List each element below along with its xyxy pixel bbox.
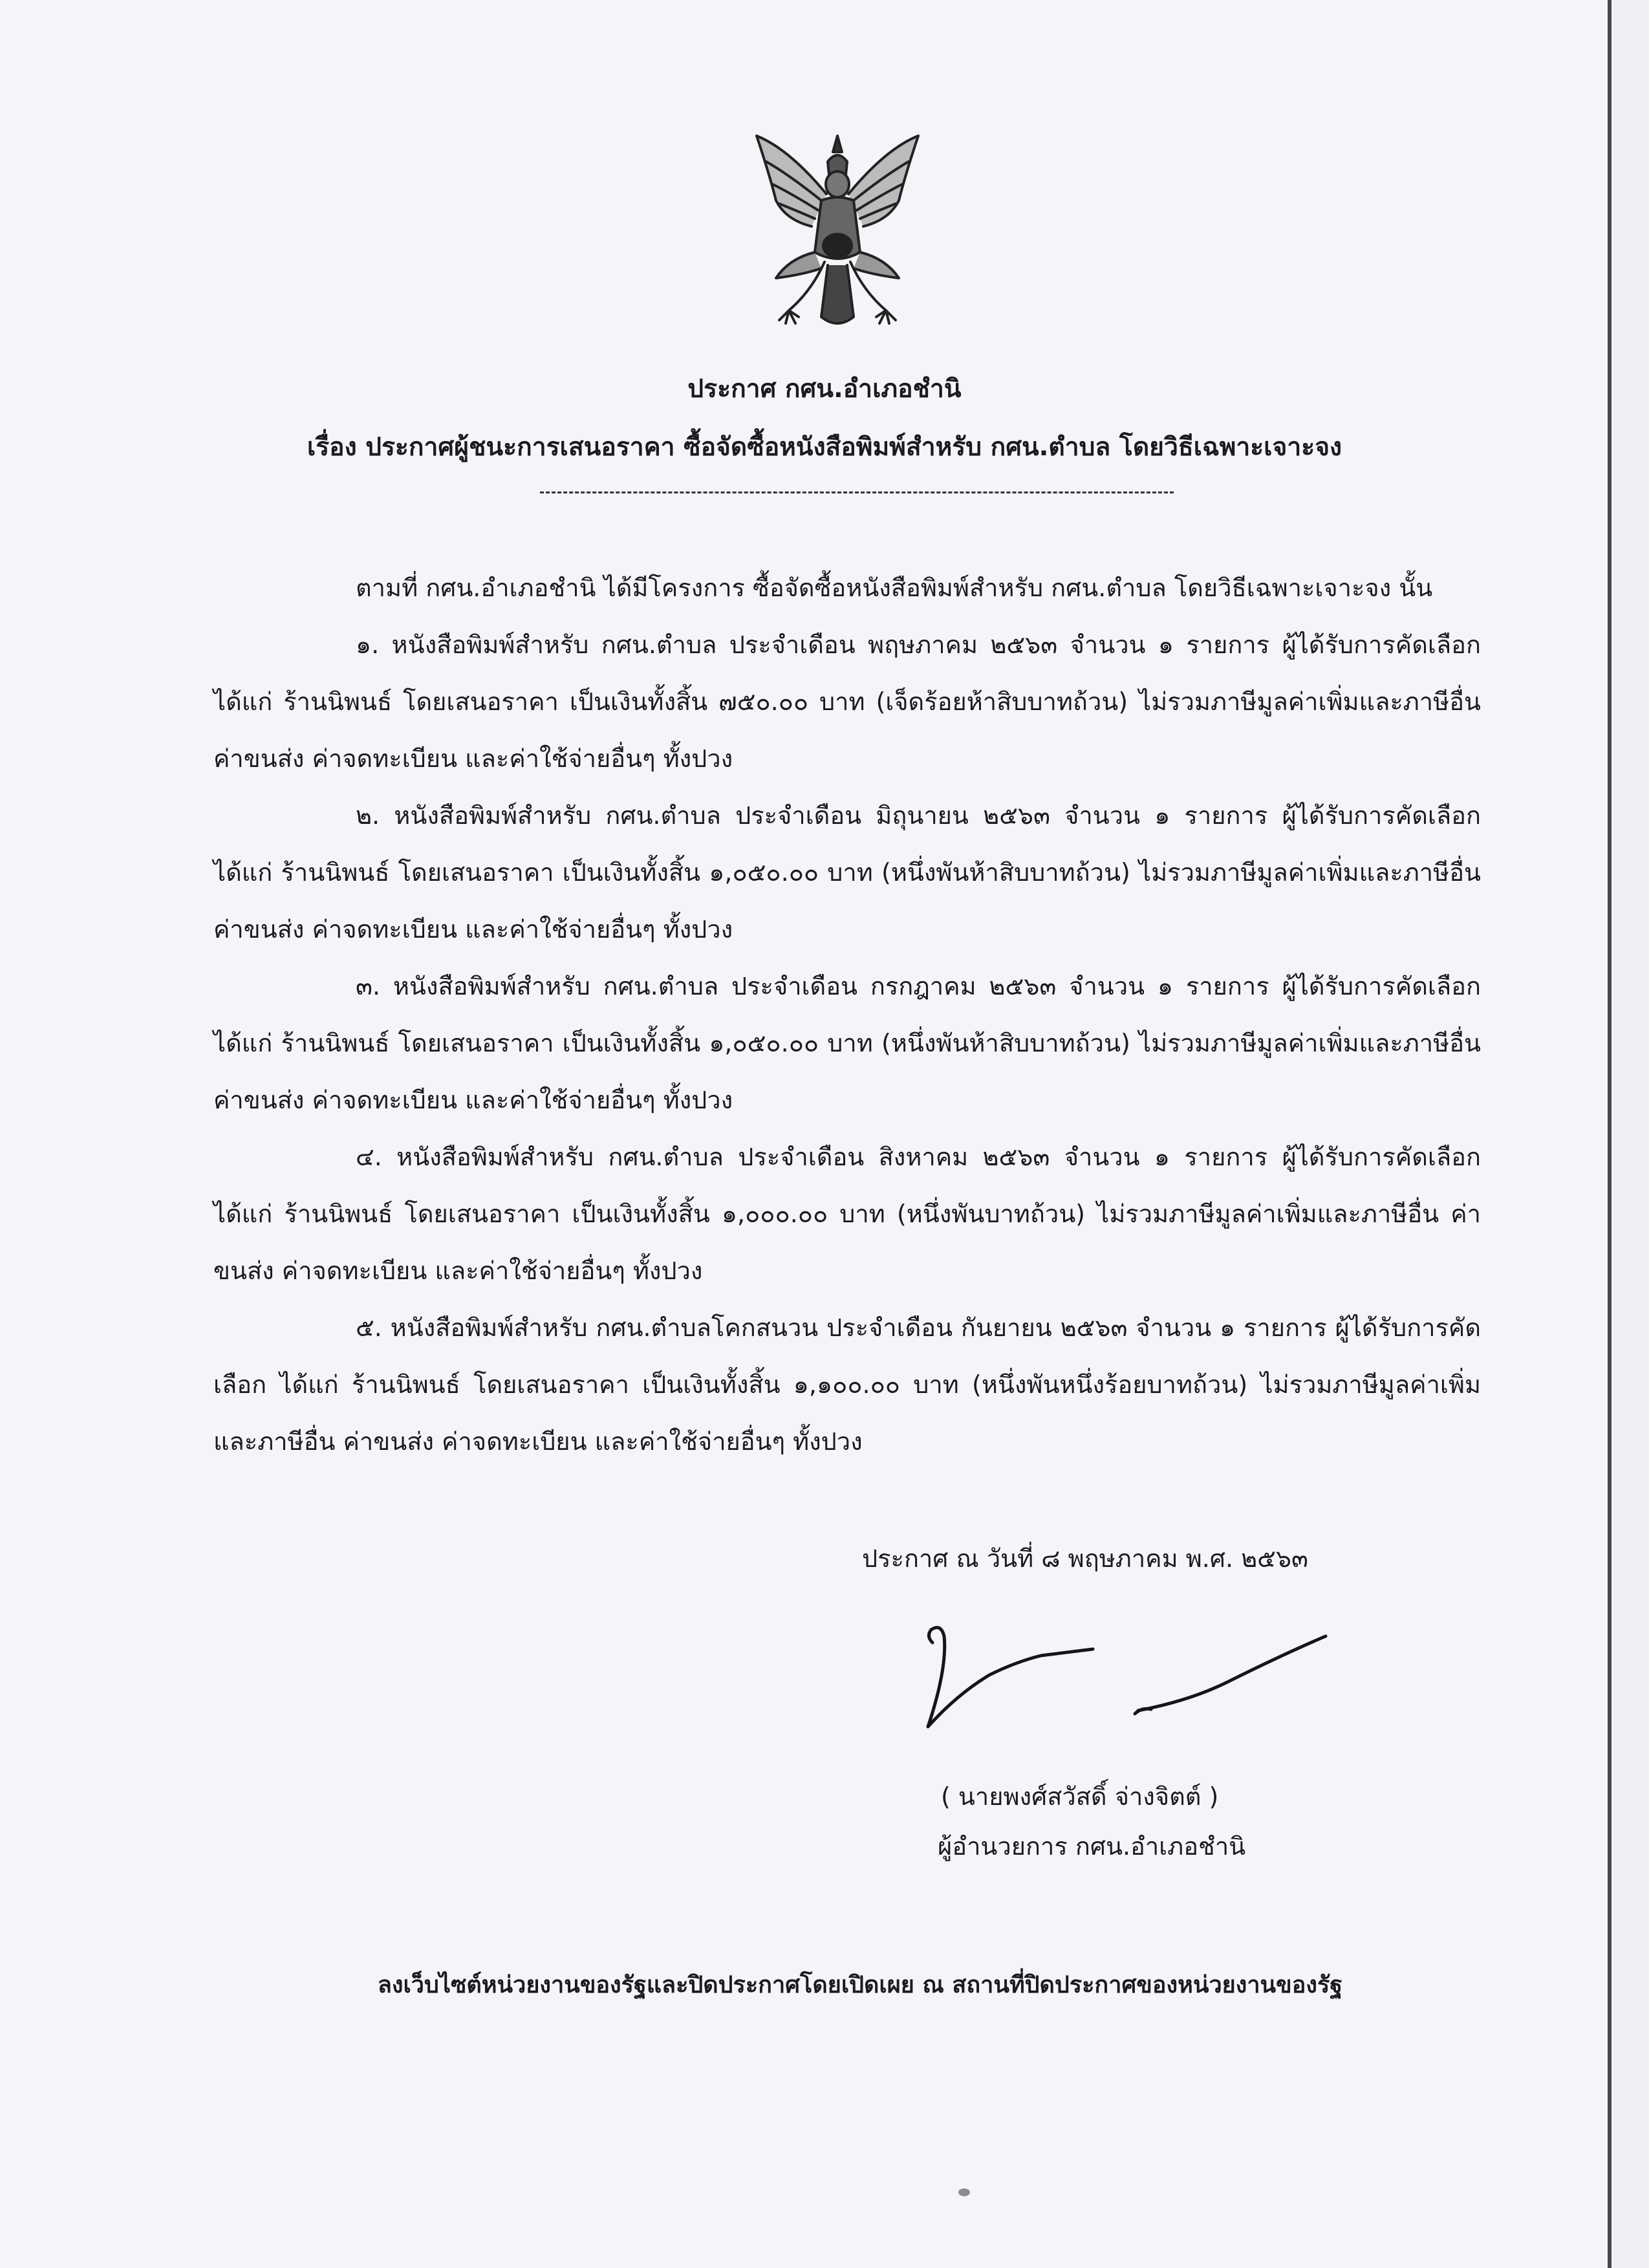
award-item: ๒. หนังสือพิมพ์สำหรับ กศน.ตำบล ประจำเดือน มิถุนายน ๒๕๖๓ จำนวน ๑ รายการ ผู้ได้รับการคัดเลือก ได้แก่ ร้านนิพนธ์ โดยเสนอราคา เป็นเงินทั้งสิ้น ๑,๐๕๐.๐๐ บาท (หนึ่งพันห้าสิบบาทถ้วน) ไม่รวมภาษีมูลค่าเพิ่มและภาษีอื่น ค่าขนส่ง ค่าจดทะเบียน และค่าใช้จ่ายอื่นๆ ทั้งปวง (213, 801, 1481, 944)
award-item: ๕. หนังสือพิมพ์สำหรับ กศน.ตำบลโคกสนวน ประจำเดือน กันยายน ๒๕๖๓ จำนวน ๑ รายการ ผู้ได้รับการคัดเลือก ได้แก่ ร้านนิพนธ์ โดยเสนอราคา เป็นเงินทั้งสิ้น ๑,๑๐๐.๐๐ บาท (หนึ่งพันหนึ่งร้อยบาทถ้วน) ไม่รวมภาษีมูลค่าเพิ่มและภาษีอื่น ค่าขนส่ง ค่าจดทะเบียน และค่าใช้จ่ายอื่นๆ ทั้งปวง (213, 1313, 1481, 1456)
signer-position: ผู้อำนวยการ กศน.อำเภอชำนิ (938, 1832, 1246, 1861)
intro-paragraph: ตามที่ กศน.อำเภอชำนิ ได้มีโครงการ ซื้อจัดซื้อหนังสือพิมพ์สำหรับ กศน.ตำบล โดยวิธีเฉพาะเจาะจง นั้น (356, 574, 1433, 602)
award-item: ๑. หนังสือพิมพ์สำหรับ กศน.ตำบล ประจำเดือน พฤษภาคม ๒๕๖๓ จำนวน ๑ รายการ ผู้ได้รับการคัดเลือก ได้แก่ ร้านนิพนธ์ โดยเสนอราคา เป็นเงินทั้งสิ้น ๗๕๐.๐๐ บาท (เจ็ดร้อยห้าสิบบาทถ้วน) ไม่รวมภาษีมูลค่าเพิ่มและภาษีอื่น ค่าขนส่ง ค่าจดทะเบียน และค่าใช้จ่ายอื่นๆ ทั้งปวง (213, 631, 1481, 773)
page-edge-shadow (1608, 0, 1611, 2268)
paper-speck (956, 2186, 973, 2199)
page-margin (1611, 0, 1649, 2268)
posting-note: ลงเว็บไซต์หน่วยงานของรัฐและปิดประกาศโดยเปิดเผย ณ สถานที่ปิดประกาศของหน่วยงานของรัฐ (377, 1972, 1343, 1998)
handwritten-signature-icon (918, 1617, 1332, 1753)
award-item: ๓. หนังสือพิมพ์สำหรับ กศน.ตำบล ประจำเดือน กรกฎาคม ๒๕๖๓ จำนวน ๑ รายการ ผู้ได้รับการคัดเลือก ได้แก่ ร้านนิพนธ์ โดยเสนอราคา เป็นเงินทั้งสิ้น ๑,๐๕๐.๐๐ บาท (หนึ่งพันห้าสิบบาทถ้วน) ไม่รวมภาษีมูลค่าเพิ่มและภาษีอื่น ค่าขนส่ง ค่าจดทะเบียน และค่าใช้จ่ายอื่นๆ ทั้งปวง (213, 972, 1481, 1114)
announcement-body (213, 559, 1481, 1470)
dashed-divider (540, 491, 1174, 493)
award-item: ๔. หนังสือพิมพ์สำหรับ กศน.ตำบล ประจำเดือน สิงหาคม ๒๕๖๓ จำนวน ๑ รายการ ผู้ได้รับการคัดเลือก ได้แก่ ร้านนิพนธ์ โดยเสนอราคา เป็นเงินทั้งสิ้น ๑,๐๐๐.๐๐ บาท (หนึ่งพันบาทถ้วน) ไม่รวมภาษีมูลค่าเพิ่มและภาษีอื่น ค่าขนส่ง ค่าจดทะเบียน และค่าใช้จ่ายอื่นๆ ทั้งปวง (213, 1143, 1481, 1285)
announcement-date: ประกาศ ณ วันที่ ๘ พฤษภาคม พ.ศ. ๒๕๖๓ (862, 1544, 1309, 1573)
garuda-emblem-icon (750, 123, 925, 343)
signer-name: ( นายพงศ์สวัสดิ์ จ่างจิตต์ ) (941, 1782, 1219, 1811)
announcement-title: ประกาศ กศน.อำเภอชำนิ (687, 374, 962, 404)
announcement-subject: เรื่อง ประกาศผู้ชนะการเสนอราคา ซื้อจัดซื้อหนังสือพิมพ์สำหรับ กศน.ตำบล โดยวิธีเฉพาะเจาะจง (307, 433, 1342, 462)
